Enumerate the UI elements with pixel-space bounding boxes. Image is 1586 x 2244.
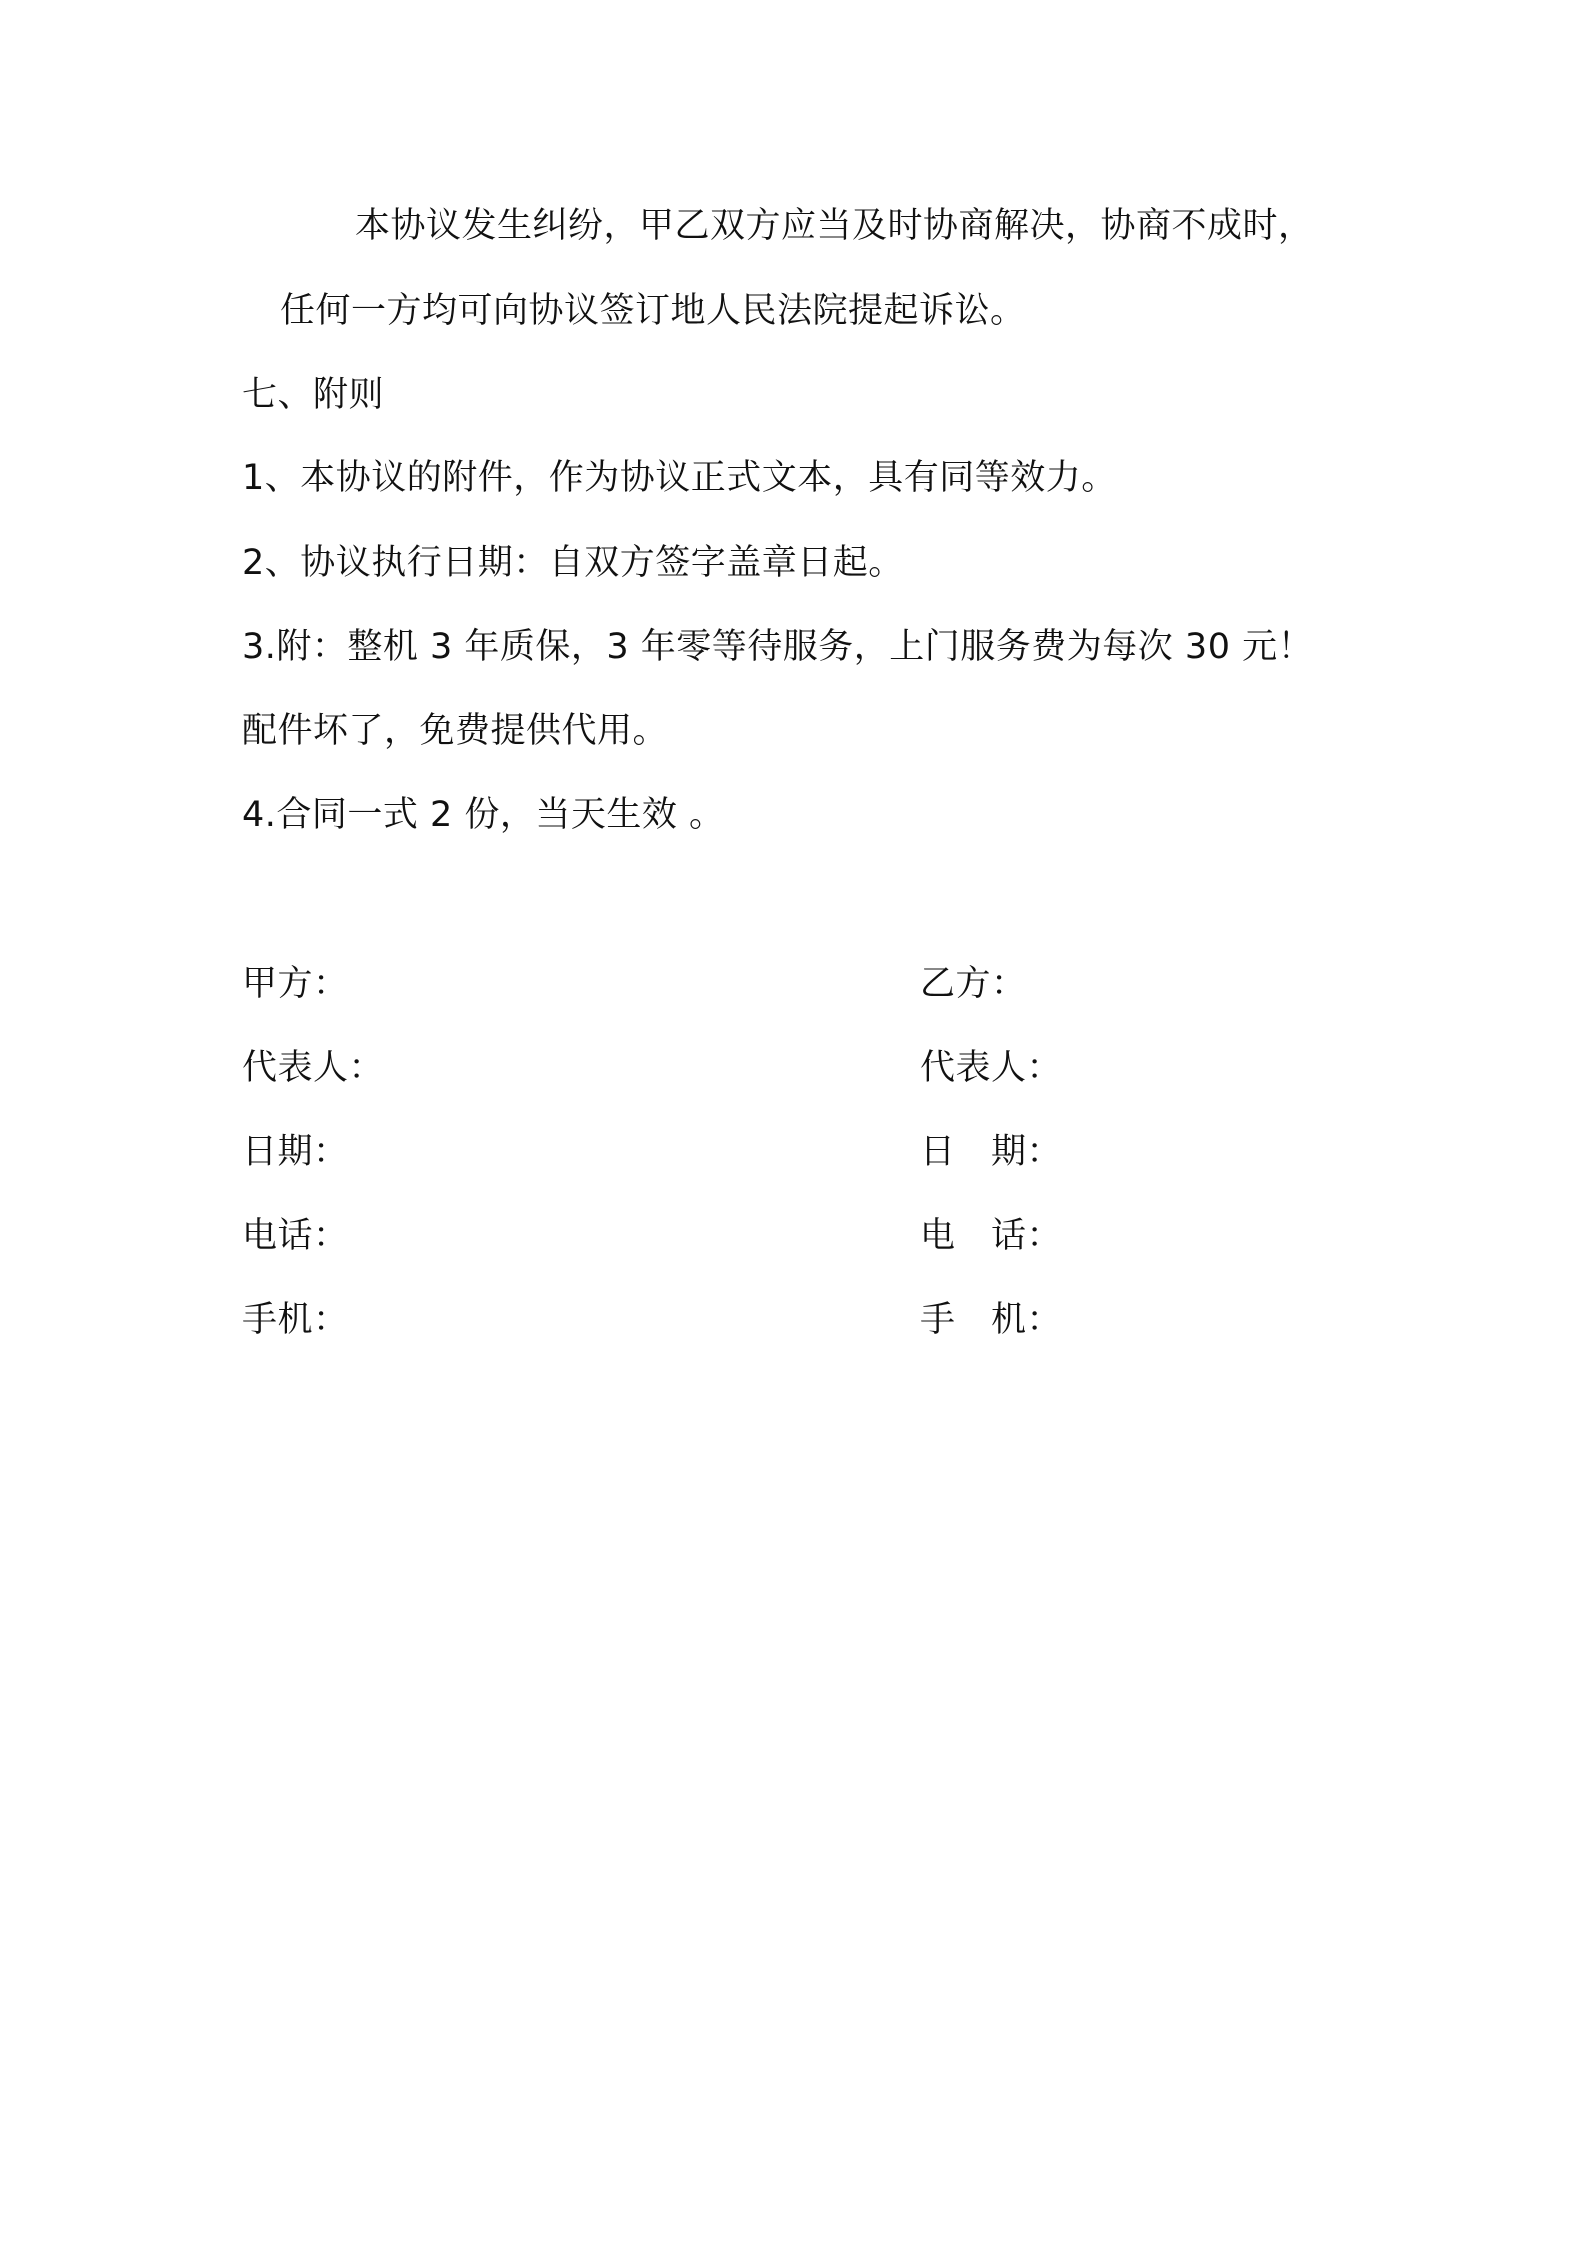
- party-b-phone-label: 电 话：: [920, 1216, 1063, 1256]
- appendix-item-3-continued: 配件坏了，免费提供代用。: [242, 711, 669, 751]
- party-b-date-label: 日 期：: [920, 1132, 1063, 1172]
- dispute-text-line-1: 本协议发生纠纷，甲乙双方应当及时协商解决，协商不成时，: [355, 206, 1314, 246]
- party-b-mobile-label: 手 机：: [920, 1300, 1063, 1340]
- appendix-item-1: 1、本协议的附件，作为协议正式文本，具有同等效力。: [242, 458, 1117, 498]
- party-a-mobile-label: 手机：: [242, 1300, 349, 1340]
- party-a-representative-label: 代表人：: [242, 1048, 385, 1088]
- dispute-text-line-2: 任何一方均可向协议签订地人民法院提起诉讼。: [280, 291, 1026, 331]
- appendix-item-2: 2、协议执行日期：自双方签字盖章日起。: [242, 543, 904, 583]
- appendix-item-3: 3.附：整机 3 年质保，3 年零等待服务，上门服务费为每次 30 元！: [242, 627, 1314, 667]
- party-a-date-label: 日期：: [242, 1132, 349, 1172]
- party-b-representative-label: 代表人：: [920, 1048, 1063, 1088]
- party-b-label: 乙方：: [920, 964, 1027, 1004]
- appendix-heading: 七、附则: [242, 375, 385, 415]
- appendix-item-4: 4.合同一式 2 份，当天生效 。: [242, 795, 725, 835]
- party-a-label: 甲方：: [242, 964, 349, 1004]
- party-a-phone-label: 电话：: [242, 1216, 349, 1256]
